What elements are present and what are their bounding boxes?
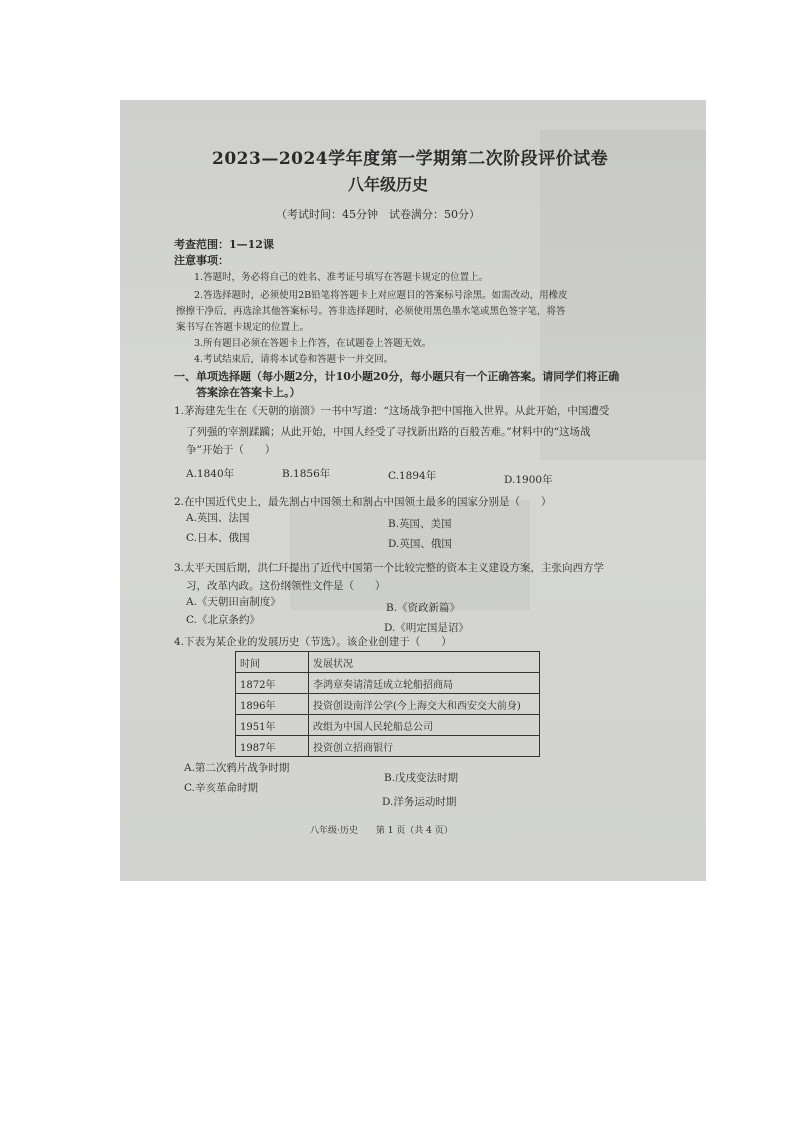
page-footer: 八年级·历史 第 1 页（共 4 页）	[310, 826, 453, 836]
exam-scope: 考查范围：1—12课	[174, 238, 274, 251]
table-row	[236, 736, 540, 757]
table-header-row	[236, 652, 540, 673]
section-heading-cont: 答案涂在答案卡上。）	[196, 386, 301, 399]
table-cell: 1896年	[236, 694, 309, 715]
table-cell: 1951年	[236, 715, 309, 736]
question-2-stem: 2.在中国近代史上，最先割占中国领土和割占中国领土最多的国家分别是（ ）	[174, 496, 552, 508]
question-3-stem: 习，改革内政。这份纲领性文件是（ ）	[186, 580, 386, 592]
notice-line: 擦擦干净后，再选涂其他答案标号。答非选择题时，必须使用黑色墨水笔或黑色签字笔，将答	[176, 306, 566, 317]
table-header-cell: 发展状况	[309, 652, 540, 673]
question-1-stem: 了列强的宰割蹂躏；从此开始，中国人经受了寻找新出路的百般苦难。”材料中的“这场战	[186, 426, 591, 438]
notice-heading: 注意事项：	[174, 254, 229, 267]
question-1-option-c: C.1894年	[388, 470, 437, 482]
table-cell: 1872年	[236, 673, 309, 694]
question-2-option-b: B.英国、美国	[388, 518, 452, 530]
question-4-option-b: B.戊戌变法时期	[384, 772, 459, 784]
notice-line: 1.答题时，务必将自己的姓名、准考证号填写在答题卡规定的位置上。	[194, 272, 489, 283]
table-cell: 1987年	[236, 736, 309, 757]
exam-title: 2023—2024学年度第一学期第二次阶段评价试卷	[212, 149, 609, 169]
question-1-option-a: A.1840年	[186, 468, 235, 480]
notice-line: 4.考试结束后，请将本试卷和答题卡一并交回。	[194, 354, 394, 365]
table-row	[236, 715, 540, 736]
exam-info: （考试时间：45分钟 试卷满分：50分）	[276, 208, 480, 221]
notice-line: 3.所有题目必须在答题卡上作答，在试题卷上答题无效。	[194, 338, 432, 349]
question-2-option-a: A.英国、法国	[186, 512, 250, 524]
question-4-option-c: C.辛亥革命时期	[184, 782, 258, 794]
exam-subtitle: 八年级历史	[348, 175, 429, 194]
question-3-option-a: A.《天朝田亩制度》	[186, 596, 281, 608]
notice-line: 案书写在答题卡规定的位置上。	[176, 322, 310, 333]
table-cell: 改组为中国人民轮船总公司	[309, 715, 540, 736]
question-3-stem: 3.太平天国后期，洪仁玕提出了近代中国第一个比较完整的资本主义建设方案，主张向西方学	[174, 562, 605, 574]
question-2-option-c: C.日本、俄国	[186, 532, 250, 544]
question-4-option-a: A.第二次鸦片战争时期	[184, 762, 290, 774]
question-1-stem: 1.茅海建先生在《天朝的崩溃》一书中写道：“这场战争把中国拖入世界。从此开始，中国遭受	[174, 405, 610, 417]
question-3-option-b: B.《资政新篇》	[386, 602, 461, 614]
table-cell: 投资创立招商银行	[309, 736, 540, 757]
question-2-option-d: D.英国、俄国	[388, 538, 452, 550]
section-heading: 一、单项选择题（每小题2分，计10小题20分，每小题只有一个正确答案。请同学们将正确	[174, 370, 620, 383]
question-1-option-d: D.1900年	[504, 474, 553, 486]
table-header-cell: 时间	[236, 652, 309, 673]
question-3-option-d: D.《明定国是诏》	[384, 622, 469, 634]
table-cell: 投资创设南洋公学(今上海交大和西安交大前身)	[309, 694, 540, 715]
table-row	[236, 673, 540, 694]
exam-paper-photo	[120, 100, 706, 881]
question-1-option-b: B.1856年	[282, 468, 331, 480]
question-1-stem: 争”开始于（ ）	[186, 444, 276, 456]
question-3-option-c: C.《北京条约》	[186, 614, 260, 626]
question-4-stem: 4.下表为某企业的发展历史（节选）。该企业创建于（ ）	[174, 636, 452, 648]
table-cell: 李鸿章奏请清廷成立轮船招商局	[309, 673, 540, 694]
notice-line: 2.答选择题时，必须使用2B铅笔将答题卡上对应题目的答案标号涂黑。如需改动，用橡皮	[194, 290, 568, 301]
company-history-table	[235, 651, 540, 757]
table-row	[236, 694, 540, 715]
question-4-option-d: D.洋务运动时期	[382, 796, 457, 808]
